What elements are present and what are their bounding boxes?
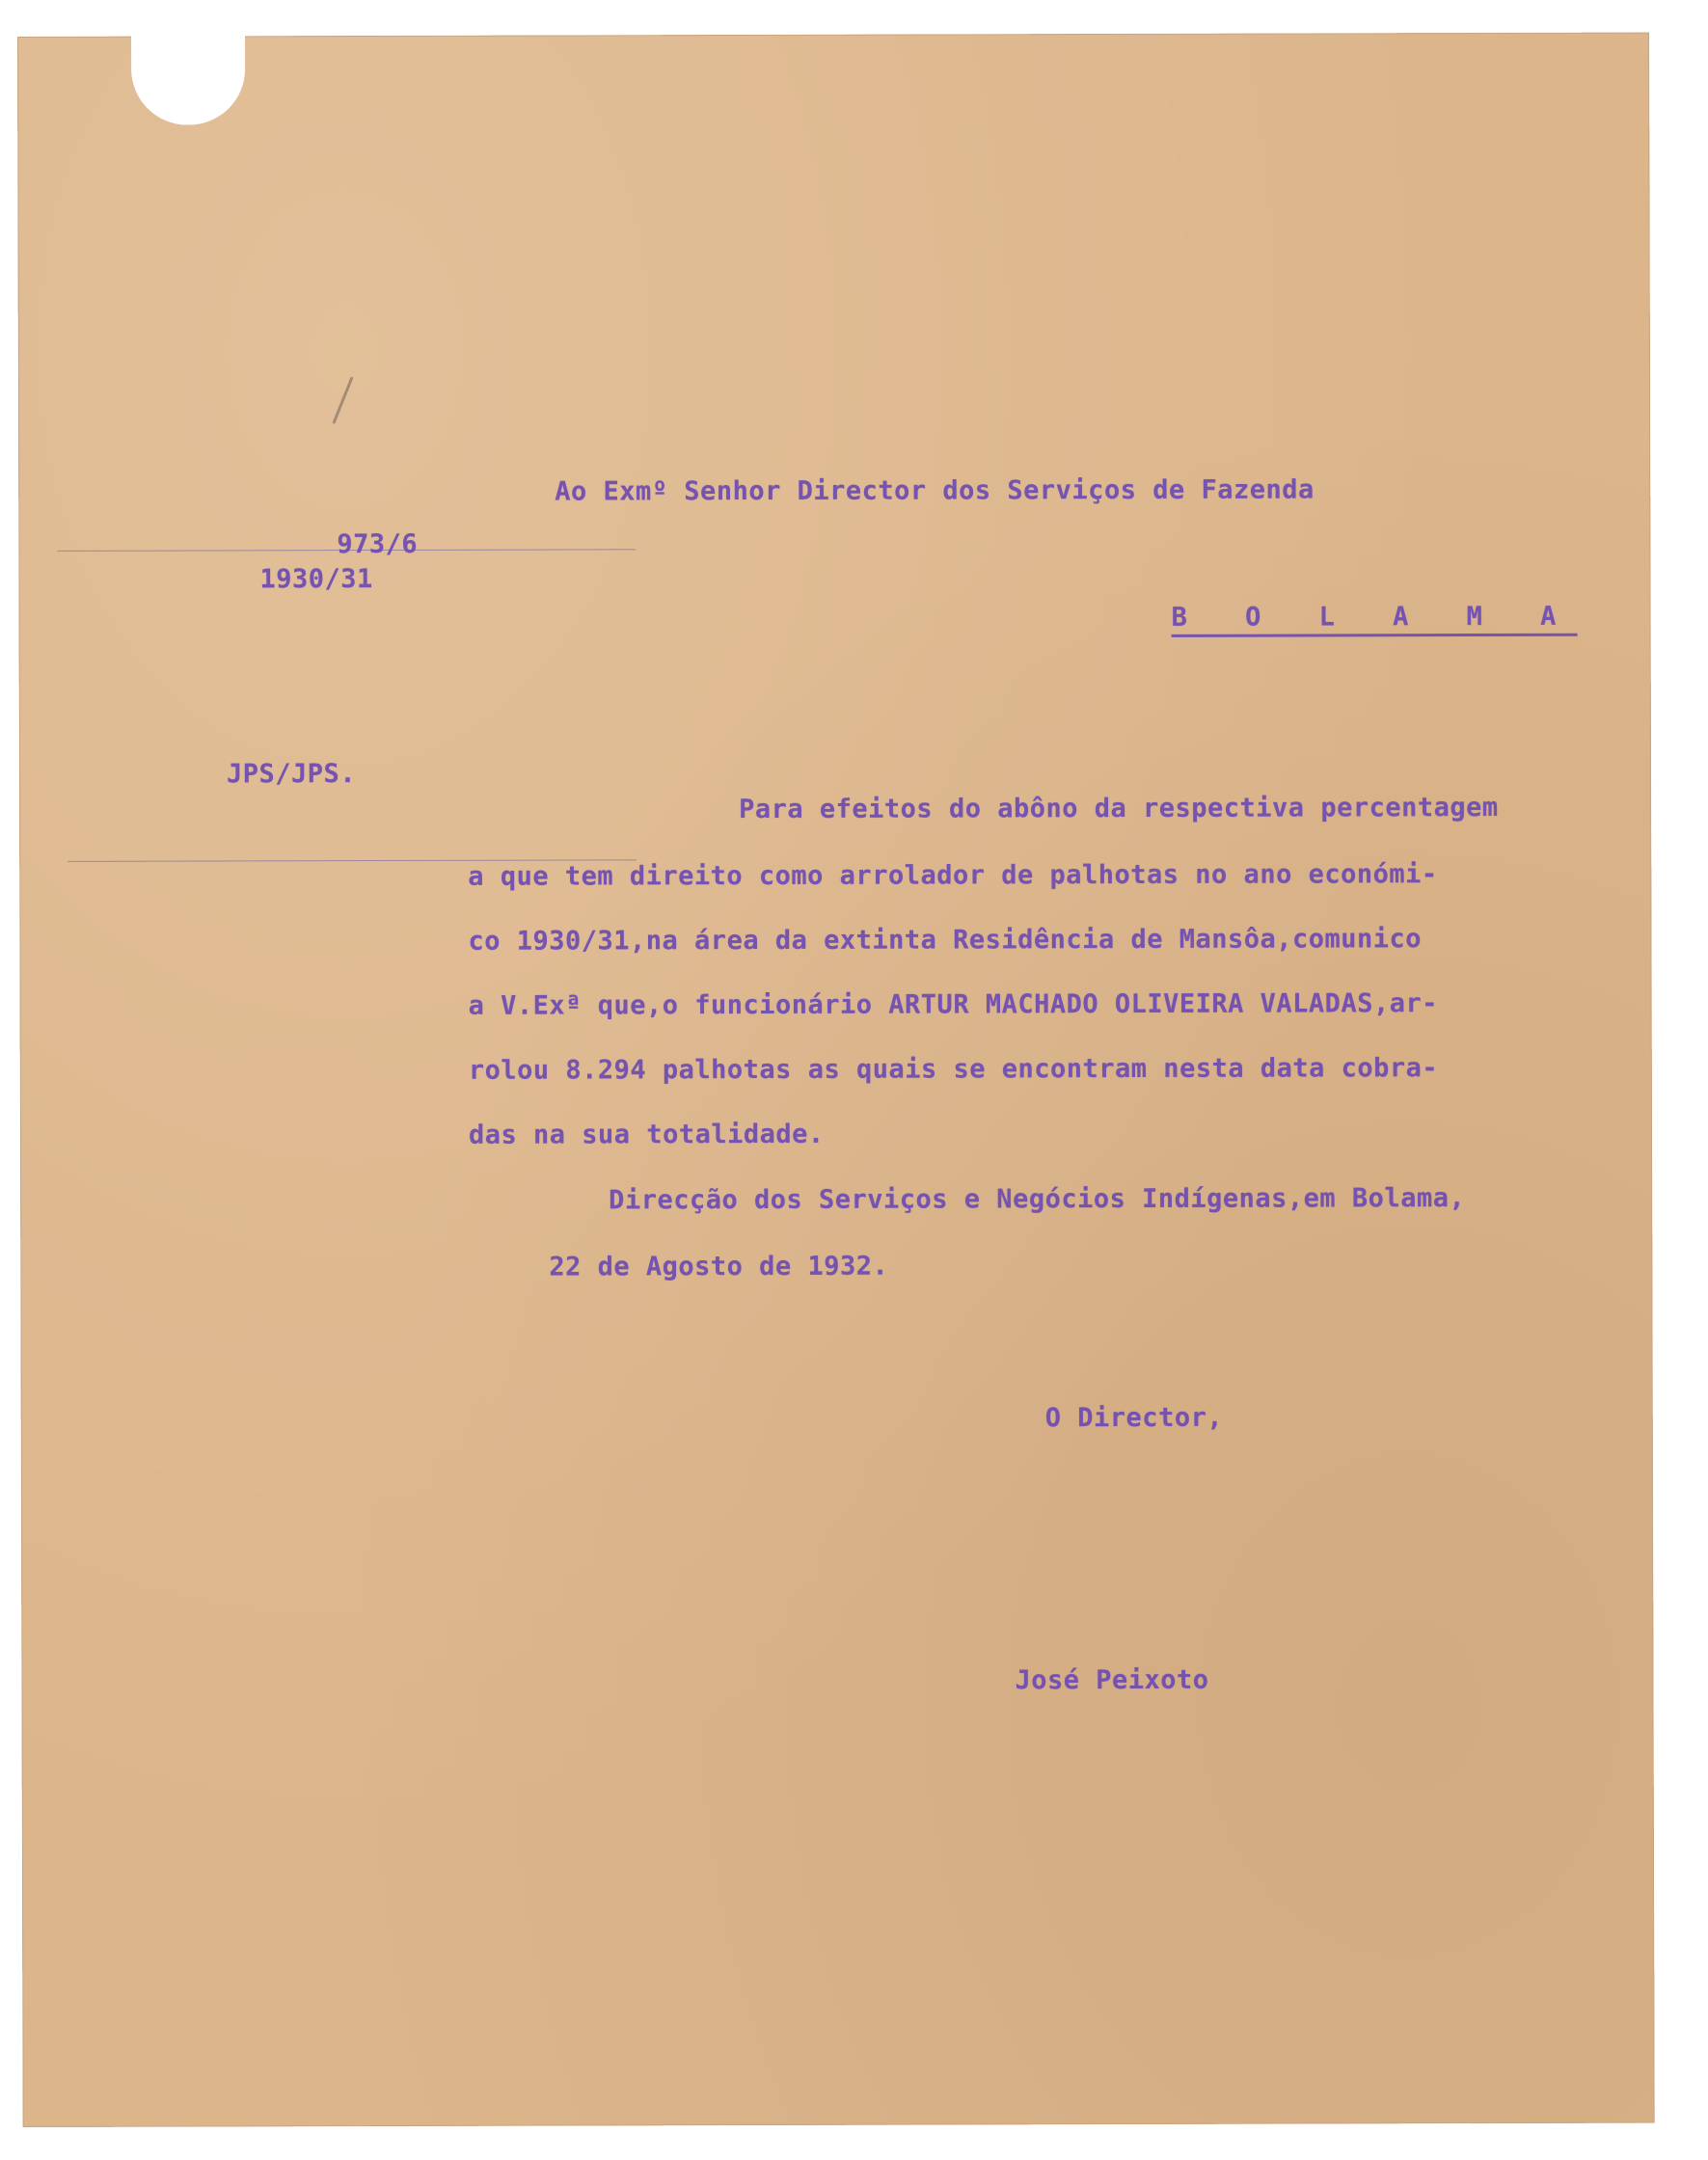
body-line-4: a V.Exª que,o funcionário ARTUR MACHADO OLIVEIRA VALADAS,ar- <box>468 988 1438 1021</box>
document-sheet <box>17 33 1655 2127</box>
signature-title: O Director, <box>1044 1402 1224 1434</box>
body-line-5: rolou 8.294 palhotas as quais se encontram nesta data cobra- <box>468 1053 1439 1086</box>
body-line-1: Para efeitos do abôno da respectiva percentagem <box>739 792 1499 825</box>
body-line-6: das na sua totalidade. <box>468 1119 825 1150</box>
body-line-3: co 1930/31,na área da extinta Residência de Mansôa,comunico <box>468 924 1423 957</box>
torn-notch <box>131 24 245 124</box>
pencil-mark <box>332 376 353 423</box>
reference-number: 973/6 <box>337 528 419 560</box>
addressee-line: Ao Exmº Senhor Director dos Serviços de Fazenda <box>555 474 1315 507</box>
signatory-name: José Peixoto <box>1015 1664 1209 1696</box>
closing-place-line: Direcção dos Serviços e Negócios Indígenas,em Bolama, <box>609 1183 1466 1216</box>
typist-initials: JPS/JPS. <box>226 759 357 790</box>
reference-year: 1930/31 <box>259 564 373 595</box>
closing-date-line: 22 de Agosto de 1932. <box>549 1251 889 1282</box>
body-line-2: a que tem direito como arrolador de palhotas no ano económi- <box>468 859 1438 892</box>
destination-city: B O L A M A <box>1172 602 1578 637</box>
